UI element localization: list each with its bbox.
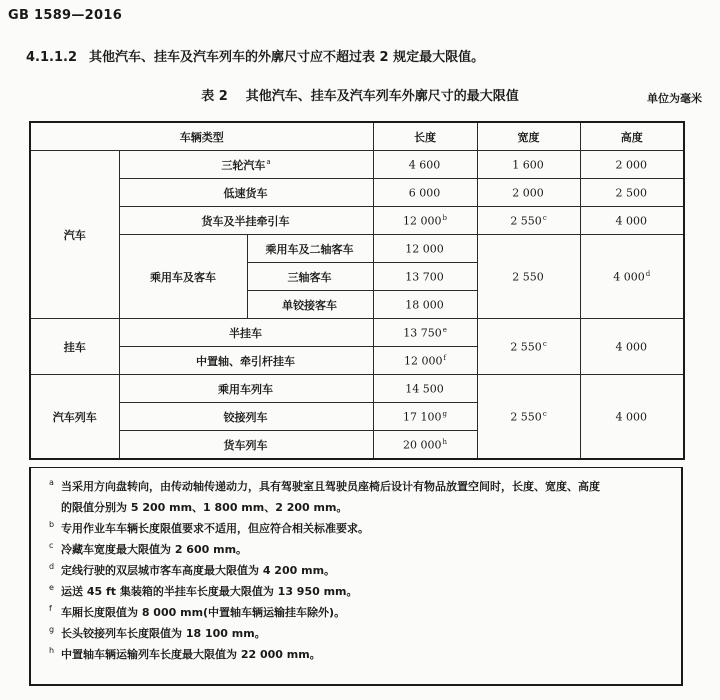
width-cell: 2 550 xyxy=(477,235,580,319)
vehicle-type-cell: 货车及半挂牵引车 xyxy=(119,207,373,235)
footnote-marker: g xyxy=(49,625,55,634)
vehicle-type-cell: 铰接列车 xyxy=(119,403,373,431)
footnote xyxy=(49,560,671,581)
group-label-car: 汽车 xyxy=(30,151,119,319)
width-cell: 2 550$^c$ xyxy=(477,207,580,235)
table-footnotes xyxy=(29,467,683,686)
footnote-line: 中置轴车辆运输列车长度最大限值为 22 000 mm。 xyxy=(61,648,321,661)
vehicle-type-cell: 乘用车及二轴客车 xyxy=(247,235,373,263)
footnote-line: 的限值分别为 5 200 mm、1 800 mm、2 200 mm。 xyxy=(61,501,348,514)
height-cell: 4 000 xyxy=(580,319,684,375)
footnote-line: 车厢长度限值为 8 000 mm(中置轴车辆运输挂车除外)。 xyxy=(61,606,346,619)
vehicle-type-cell: 中置轴、牵引杆挂车 xyxy=(119,347,373,375)
vehicle-type-cell: 半挂车 xyxy=(119,319,373,347)
vehicle-type-cell: 货车列车 xyxy=(119,431,373,460)
footnote-marker: c xyxy=(49,541,54,550)
length-cell: 12 000$^b$ xyxy=(373,207,477,235)
vehicle-type-cell: 三轮汽车$^a$ xyxy=(119,151,373,179)
table-row xyxy=(30,179,684,207)
footnote xyxy=(49,602,671,623)
clause-text: 其他汽车、挂车及汽车列车的外廓尺寸应不超过表 2 规定最大限值。 xyxy=(89,50,485,65)
group-label-trailer: 挂车 xyxy=(30,319,119,375)
table-row xyxy=(30,151,684,179)
vehicle-type-cell: 单铰接客车 xyxy=(247,291,373,319)
length-cell: 17 100$^g$ xyxy=(373,403,477,431)
table-header-row xyxy=(30,122,684,151)
table-caption xyxy=(0,85,720,104)
length-cell: 18 000 xyxy=(373,291,477,319)
height-cell: 4 000$^d$ xyxy=(580,235,684,319)
clause-paragraph xyxy=(26,46,484,65)
length-cell: 6 000 xyxy=(373,179,477,207)
height-cell: 2 500 xyxy=(580,179,684,207)
table-row xyxy=(30,235,684,263)
footnote-line: 定线行驶的双层城市客车高度最大限值为 4 200 mm。 xyxy=(61,564,336,577)
table-row xyxy=(30,319,684,347)
length-cell: 14 500 xyxy=(373,375,477,403)
width-cell: 1 600 xyxy=(477,151,580,179)
footnote-line: 长头铰接列车长度限值为 18 100 mm。 xyxy=(61,627,266,640)
footnote xyxy=(49,518,671,539)
vehicle-type-cell: 三轴客车 xyxy=(247,263,373,291)
footnote xyxy=(49,539,671,560)
footnote-marker: f xyxy=(49,604,52,613)
length-cell: 4 600 xyxy=(373,151,477,179)
table-row xyxy=(30,207,684,235)
length-cell: 20 000$^h$ xyxy=(373,431,477,460)
standard-number: GB 1589—2016 xyxy=(8,8,123,23)
column-header-height: 高度 xyxy=(580,122,684,151)
footnote-marker: h xyxy=(49,646,55,655)
height-cell: 4 000 xyxy=(580,207,684,235)
footnote-line: 冷藏车宽度最大限值为 2 600 mm。 xyxy=(61,543,248,556)
footnote-line: 运送 45 ft 集装箱的半挂车长度最大限值为 13 950 mm。 xyxy=(61,585,358,598)
footnote xyxy=(49,581,671,602)
vehicle-type-cell: 低速货车 xyxy=(119,179,373,207)
vehicle-type-cell: 乘用车列车 xyxy=(119,375,373,403)
length-cell: 12 000 xyxy=(373,235,477,263)
unit-label: 单位为毫米 xyxy=(647,92,702,105)
column-header-vehicle-type: 车辆类型 xyxy=(30,122,373,151)
width-cell: 2 550$^c$ xyxy=(477,319,580,375)
column-header-length: 长度 xyxy=(373,122,477,151)
footnote xyxy=(49,644,671,665)
height-cell: 2 000 xyxy=(580,151,684,179)
footnote-marker: e xyxy=(49,583,54,592)
group-label-train: 汽车列车 xyxy=(30,375,119,460)
footnote-marker: d xyxy=(49,562,55,571)
group-label-passenger: 乘用车及客车 xyxy=(119,235,247,319)
width-cell: 2 000 xyxy=(477,179,580,207)
footnote xyxy=(49,623,671,644)
footnote-marker: a xyxy=(49,478,54,487)
table-row xyxy=(30,375,684,403)
column-header-width: 宽度 xyxy=(477,122,580,151)
length-cell: 13 750e xyxy=(373,319,477,347)
footnote-line: 当采用方向盘转向，由传动轴传递动力，具有驾驶室且驾驶员座椅后设计有物品放置空间时，长度、宽度、高度 xyxy=(61,480,600,493)
height-cell: 4 000 xyxy=(580,375,684,460)
footnote xyxy=(49,476,671,518)
table-title: 其他汽车、挂车及汽车列车外廓尺寸的最大限值 xyxy=(245,89,519,104)
footnote-marker: b xyxy=(49,520,55,529)
table-number: 表 2 xyxy=(201,89,228,104)
width-cell: 2 550$^c$ xyxy=(477,375,580,460)
clause-number: 4.1.1.2 xyxy=(26,50,77,65)
length-cell: 13 700 xyxy=(373,263,477,291)
footnote-line: 专用作业车车辆长度限值要求不适用，但应符合相关标准要求。 xyxy=(61,522,369,535)
dimension-limits-table xyxy=(29,121,685,460)
length-cell: 12 000$^f$ xyxy=(373,347,477,375)
